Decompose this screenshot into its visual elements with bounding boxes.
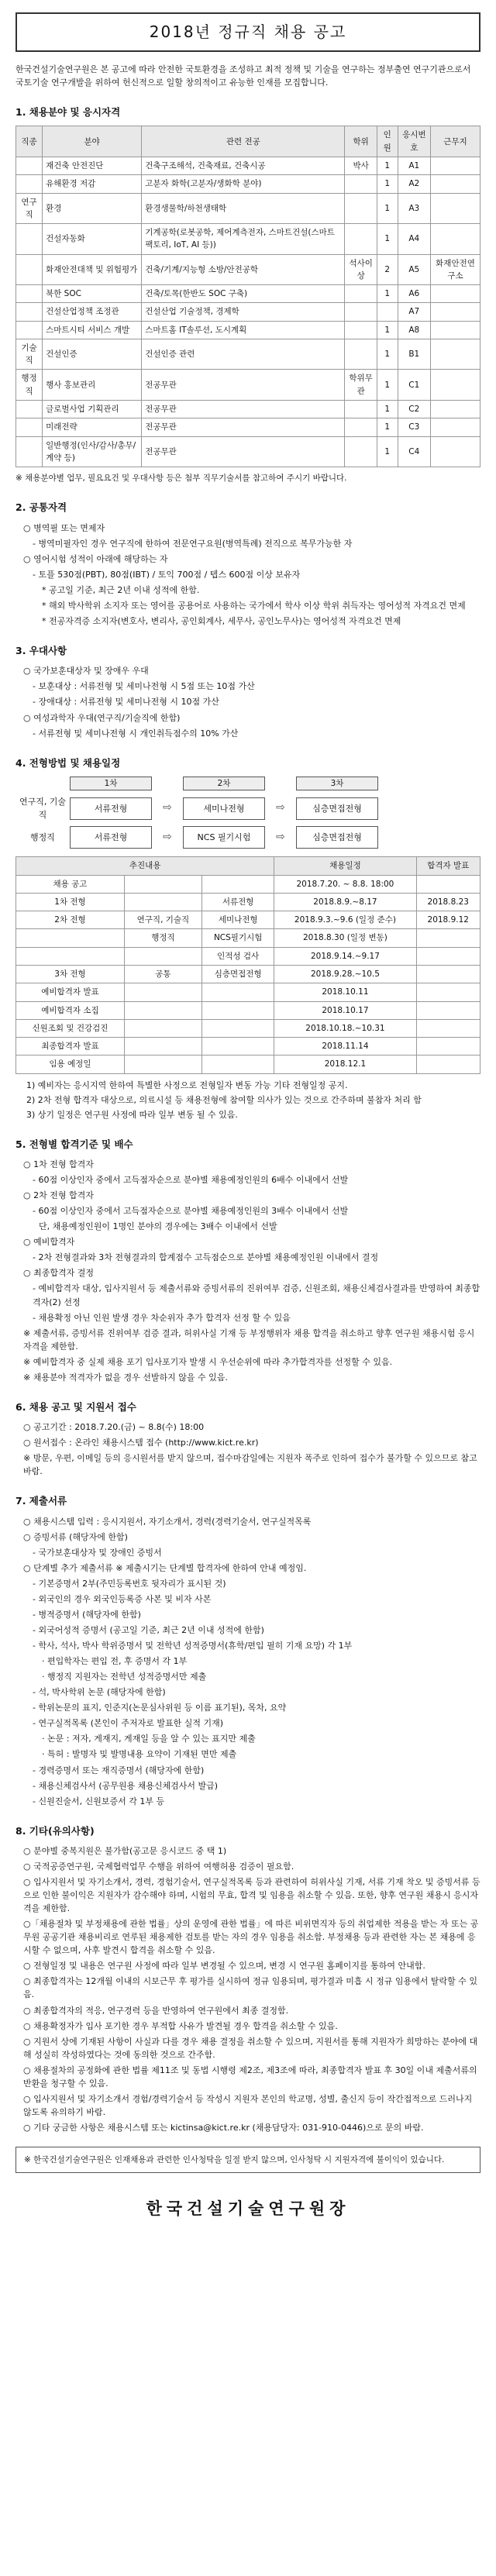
- table-cell-degree: 학위무관: [345, 370, 377, 401]
- list-item: - 경력증명서 또는 재직증명서 (해당자에 한함): [33, 1765, 205, 1775]
- list-item: ○ 전형일정 및 내용은 연구원 사정에 따라 일부 변경될 수 있으며, 변경 시 연구원 홈페이지를 통하여 안내함.: [23, 1961, 425, 1972]
- list-item: ○ 1차 전형 합격자: [23, 1159, 94, 1170]
- table-cell-major: 전공무관: [142, 370, 345, 401]
- table-cell-loc: [431, 339, 480, 370]
- flow-research: [16, 795, 480, 821]
- list-item: ○ 증빙서류 (해당자에 한함): [23, 1531, 128, 1542]
- schedule-row: [16, 947, 480, 965]
- schedule-cell-stage: 임용 예정일: [16, 1056, 125, 1073]
- schedule-cell-date: 2018.10.11: [274, 983, 416, 1001]
- table-cell-type: [16, 303, 43, 321]
- table-cell-major: 건축/기계/지능형 소방/안전공학: [142, 254, 345, 285]
- schedule-cell-result: [416, 1001, 480, 1019]
- list-item: * 해외 박사학위 소지자 또는 영어를 공용어로 사용하는 국가에서 학사 이상 학위 취득자는 영어성적 자격요건 면제: [42, 600, 466, 611]
- schedule-cell-stage: 채용 공고: [16, 875, 125, 893]
- list-item: ○ 최종합격자는 12개월 이내의 시보근무 후 평가를 실시하여 정규 임용되며, 평가결과 미흡 시 정규 임용에서 탈락할 수 있음.: [23, 1976, 477, 2000]
- schedule-cell-sub: [124, 1038, 202, 1056]
- schedule-cell-content: [202, 983, 274, 1001]
- table-cell-count: 1: [377, 175, 398, 193]
- table-cell-code: A4: [398, 224, 431, 255]
- table-cell-count: 1: [377, 285, 398, 303]
- table-cell-major: 전공무관: [142, 400, 345, 418]
- list-item: ○ 최종합격자의 적응, 연구경력 등을 반영하여 연구원에서 최종 결정함.: [23, 2005, 289, 2016]
- list-item: - 60점 이상인자 중에서 고득점자순으로 분야별 채용예정인원의 6배수 이내에서 선발: [33, 1175, 349, 1186]
- schedule-cell-stage: 신원조회 및 건강검진: [16, 1019, 125, 1037]
- list-item: - 보훈대상 : 서류전형 및 세미나전형 시 5점 또는 10점 가산: [33, 681, 255, 692]
- table-cell-code: A3: [398, 193, 431, 224]
- col-type: 직종: [16, 126, 43, 157]
- table-row: [16, 339, 480, 370]
- flow-label: 연구직, 기술직: [19, 797, 67, 821]
- schedule-row: [16, 966, 480, 983]
- table-row: [16, 224, 480, 255]
- col-result: 합격자 발표: [416, 857, 480, 875]
- section-8-heading: 8. 기타(유의사항): [16, 1824, 95, 1837]
- list-item: ○ 예비합격자: [23, 1237, 75, 1248]
- list-item: · 특허 : 발명자 및 발명내용 요약이 기재된 면만 제출: [42, 1749, 237, 1760]
- table-cell-code: A8: [398, 321, 431, 339]
- schedule-cell-date: 2018.12.1: [274, 1056, 416, 1073]
- section-6-heading: 6. 채용 공고 및 지원서 접수: [16, 1400, 136, 1413]
- table-row: [16, 436, 480, 467]
- table-cell-code: B1: [398, 339, 431, 370]
- list-item: ○ 국적공증연구원, 국제협력업무 수행을 위하여 여행허용 검증이 필요함.: [23, 1861, 294, 1872]
- table-cell-major: 건설산업 기술정책, 경제학: [142, 303, 345, 321]
- list-item: - 예비합격자 대상, 입사지원서 등 제출서류와 증빙서류의 진위여부 검증, 신원조회, 채용신체검사결과를 반영하여 최종합격자(2) 선정: [33, 1283, 480, 1307]
- list-item: ○ 분야별 중복지원은 불가함(공고문 응시코드 중 택 1): [23, 1846, 227, 1857]
- table-cell-count: 1: [377, 339, 398, 370]
- table-cell-field: 행사 홍보관리: [43, 370, 142, 401]
- schedule-cell-content: 세미나전형: [202, 911, 274, 929]
- schedule-cell-stage: 예비합격자 발표: [16, 983, 125, 1001]
- schedule-cell-sub: [124, 947, 202, 965]
- schedule-row: [16, 929, 480, 947]
- stage-2: 2차: [183, 777, 265, 790]
- list-item: 단, 채용예정인원이 1명인 분야의 경우에는 3배수 이내에서 선발: [39, 1221, 277, 1232]
- schedule-cell-stage: 3차 전형: [16, 966, 125, 983]
- list-item: - 병적증명서 (해당자에 한함): [33, 1610, 141, 1620]
- schedule-cell-result: 2018.9.12: [416, 911, 480, 929]
- schedule-cell-date: 2018.9.28.~10.5: [274, 966, 416, 983]
- schedule-row: [16, 893, 480, 911]
- list-item: ○ 공고기간 : 2018.7.20.(금) ~ 8.8(수) 18:00: [23, 1422, 205, 1433]
- list-item: - 채용확정 아닌 인원 발생 경우 차순위자 추가 합격자 선정 할 수 있음: [33, 1312, 291, 1323]
- col-content: 추진내용: [16, 857, 274, 875]
- section-5-list: [16, 1158, 480, 1384]
- schedule-cell-sub: [124, 893, 202, 911]
- table-cell-count: 1: [377, 370, 398, 401]
- list-item: ○ 입사지원서 및 자기소개서 경험/경력기술서 등 작성시 지원자 본인의 학교명, 성별, 출신지 등이 작간접적으로 드러나지 않도록 유의하기 바람.: [23, 2093, 473, 2117]
- signature: 한국건설기술연구원장: [146, 2199, 350, 2219]
- section-8-list: [16, 1844, 480, 2134]
- list-item: ○ 채용절차의 공정화에 관한 법률 제11조 및 동법 시행령 제2조, 제3조에 따라, 최종합격자 발표 후 30일 이내 제출서류의 반환을 청구할 수 있음.: [23, 2065, 477, 2089]
- section-1-note: ※ 채용분야별 업무, 필요요건 및 우대사항 등은 첨부 직무기술서를 참고하여 주시기 바랍니다.: [16, 474, 347, 484]
- table-cell-degree: [345, 285, 377, 303]
- schedule-cell-content: 심층면접전형: [202, 966, 274, 983]
- schedule-cell-date: 2018.11.14: [274, 1038, 416, 1056]
- schedule-cell-content: [202, 1056, 274, 1073]
- list-item: - 60점 이상인자 중에서 고득점자순으로 분야별 채용예정인원의 3배수 이내에서 선발: [33, 1206, 349, 1217]
- schedule-row: [16, 1038, 480, 1056]
- schedule-cell-sub: 공통: [124, 966, 202, 983]
- table-cell-count: [377, 303, 398, 321]
- col-degree: 학위: [345, 126, 377, 157]
- table-cell-code: C2: [398, 400, 431, 418]
- section-7-heading: 7. 제출서류: [16, 1495, 67, 1507]
- flow-admin: [16, 826, 480, 849]
- list-item: 1) 예비자는 응시지역 한하여 특별한 사정으로 전형일자 변동 가능 기타 전형일정 공지.: [26, 1080, 348, 1090]
- schedule-cell-date: 2018.10.17: [274, 1001, 416, 1019]
- table-cell-major: 전공무관: [142, 418, 345, 436]
- list-item: ○「채용절차 및 부정채용에 관한 법률」상의 운영에 관한 법률」에 따른 비위면직자 등의 취업제한 적용을 받는 자 또는 공무원 공공기관 채용비리로 연루된 채용제한 검토를 받는 자의 경우 임용을 취소함. 부정채용 등과 관련한 자는 본 채용에 응시할 수 없으며, 사후 발견시 합격을 취소할 수 있음.: [23, 1919, 479, 1956]
- table-cell-type: [16, 157, 43, 175]
- section-6-list: [16, 1421, 480, 1478]
- flow-label: 행정직: [30, 832, 55, 843]
- section-3-list: [16, 664, 480, 739]
- schedule-cell-result: [416, 1019, 480, 1037]
- arrow-right-icon: ⇨: [163, 801, 172, 814]
- flow-step: 심층면접전형: [296, 826, 378, 849]
- table-cell-major: 전공무관: [142, 436, 345, 467]
- table-row: [16, 193, 480, 224]
- table-cell-major: 스마트홈 IT솔루션, 도시계획: [142, 321, 345, 339]
- table-cell-major: 건설인증 관련: [142, 339, 345, 370]
- schedule-cell-content: [202, 1001, 274, 1019]
- table-cell-loc: [431, 436, 480, 467]
- field-table-header: [16, 126, 480, 157]
- table-cell-count: 2: [377, 254, 398, 285]
- table-cell-loc: [431, 224, 480, 255]
- table-cell-type: 연구직: [16, 193, 43, 224]
- table-cell-type: [16, 418, 43, 436]
- schedule-row: [16, 1001, 480, 1019]
- table-cell-major: 건축구조해석, 건축재료, 건축시공: [142, 157, 345, 175]
- table-row: [16, 400, 480, 418]
- schedule-row: [16, 1019, 480, 1037]
- list-item: · 편입학자는 편입 전, 후 증명서 각 1부: [42, 1656, 188, 1667]
- table-cell-loc: [431, 370, 480, 401]
- table-cell-major: 기계공학(로봇공학, 제어계측전자, 스마트건설(스마트팩토리, IoT, AI 등)): [142, 224, 345, 255]
- table-cell-code: A1: [398, 157, 431, 175]
- list-item: · 행정직 지원자는 전학년 성적증명서만 제출: [42, 1672, 207, 1682]
- table-cell-code: C4: [398, 436, 431, 467]
- flow-step: 서류전형: [70, 826, 152, 849]
- flow-step: 세미나전형: [183, 797, 265, 820]
- table-cell-field: 건설자동화: [43, 224, 142, 255]
- schedule-cell-result: [416, 929, 480, 947]
- table-cell-field: 일반행정(인사/감사/총무/계약 등): [43, 436, 142, 467]
- col-field: 분야: [43, 126, 142, 157]
- schedule-row: [16, 911, 480, 929]
- list-item: ※ 방문, 우편, 이메일 등의 응시원서를 받지 않으며, 접수마감일에는 지원자 폭주로 인하여 접수가 불가할 수 있으므로 참고 바람.: [23, 1453, 477, 1477]
- col-code: 응시번호: [398, 126, 431, 157]
- list-item: 3) 상기 일정은 연구원 사정에 따라 일부 변동 될 수 있음.: [26, 1109, 238, 1120]
- table-cell-degree: [345, 418, 377, 436]
- table-cell-type: [16, 285, 43, 303]
- schedule-cell-result: [416, 983, 480, 1001]
- schedule-cell-sub: [124, 1056, 202, 1073]
- table-cell-count: 1: [377, 157, 398, 175]
- table-cell-type: 기술직: [16, 339, 43, 370]
- table-cell-field: 건설산업정책 조정관: [43, 303, 142, 321]
- schedule-cell-stage: [16, 929, 125, 947]
- stage-1: 1차: [70, 777, 152, 790]
- table-cell-field: 글로벌사업 기획관리: [43, 400, 142, 418]
- table-cell-type: [16, 175, 43, 193]
- schedule-cell-content: NCS필기시험: [202, 929, 274, 947]
- schedule-cell-result: [416, 1056, 480, 1073]
- table-cell-field: 유해환경 저감: [43, 175, 142, 193]
- schedule-cell-date: 2018.9.3.~9.6 (일정 준수): [274, 911, 416, 929]
- section-5-heading: 5. 전형별 합격기준 및 배수: [16, 1138, 133, 1150]
- table-cell-type: [16, 254, 43, 285]
- list-item: - 외국인의 경우 외국인등록증 사본 및 비자 사본: [33, 1593, 212, 1604]
- list-item: ○ 채용시스템 입력 : 응시지원서, 자기소개서, 경력(경력기술서, 연구실적목록: [23, 1516, 312, 1527]
- intro-text: 한국건설기술연구원은 본 공고에 따라 안전한 국토환경을 조성하고 최적 정책 및 기술을 연구하는 정부출연 연구기관으로서 국토기술 연구개발을 위하여 헌신적으로 일할 창의적이고 유능한 인재를 모집합니다.: [16, 64, 471, 88]
- table-cell-loc: [431, 193, 480, 224]
- section-3-heading: 3. 우대사항: [16, 645, 67, 657]
- schedule-row: [16, 1056, 480, 1073]
- list-item: ○ 병역필 또는 면제자: [23, 522, 105, 533]
- schedule-cell-result: [416, 875, 480, 893]
- table-cell-loc: [431, 418, 480, 436]
- list-item: - 서류전형 및 세미나전형 시 개인취득점수의 10% 가산: [33, 728, 239, 739]
- col-date: 채용일정: [274, 857, 416, 875]
- table-cell-loc: [431, 175, 480, 193]
- table-cell-code: C1: [398, 370, 431, 401]
- table-cell-major: 환경생물학/하천생태학: [142, 193, 345, 224]
- schedule-cell-sub: [124, 983, 202, 1001]
- page: [16, 0, 480, 2253]
- table-cell-field: 재건축 안전진단: [43, 157, 142, 175]
- table-cell-loc: [431, 321, 480, 339]
- schedule-cell-stage: 2차 전형: [16, 911, 125, 929]
- schedule-cell-date: 2018.10.18.~10.31: [274, 1019, 416, 1037]
- section-1-heading: 1. 채용분야 및 응시자격: [16, 106, 121, 119]
- schedule-cell-content: [202, 1019, 274, 1037]
- list-item: ○ 원서접수 : 온라인 채용시스템 접수 (http://www.kict.re.kr): [23, 1438, 259, 1448]
- schedule-cell-date: 2018.8.9.~8.17: [274, 893, 416, 911]
- schedule-cell-content: [202, 875, 274, 893]
- table-cell-type: [16, 436, 43, 467]
- list-item: · 논문 : 저자, 게재지, 게재일 등을 알 수 있는 표지만 제출: [42, 1734, 256, 1744]
- table-row: [16, 157, 480, 175]
- page-title: 2018년 정규직 채용 공고: [16, 12, 480, 52]
- schedule-notes: [16, 1079, 480, 1121]
- schedule-cell-sub: [124, 875, 202, 893]
- table-cell-type: [16, 224, 43, 255]
- schedule-cell-result: [416, 947, 480, 965]
- list-item: - 국가보훈대상자 및 장애인 증빙서: [33, 1547, 162, 1558]
- schedule-cell-result: [416, 1038, 480, 1056]
- table-cell-type: [16, 321, 43, 339]
- schedule-cell-date: 2018.8.30 (일정 변동): [274, 929, 416, 947]
- table-cell-field: 북한 SOC: [43, 285, 142, 303]
- footer-note: ※ 한국건설기술연구원은 인재채용과 관련한 인사청탁을 일절 받지 않으며, 인사청탁 시 지원자격에 불이익이 있습니다.: [16, 2147, 480, 2173]
- list-item: ※ 제출서류, 증빙서류 진위여부 검증 결과, 허위사실 기재 등 부정행위자 채용 합격을 취소하고 향후 연구원 채용시험 응시자격을 제한함.: [23, 1328, 475, 1352]
- table-cell-loc: 화재안전연구소: [431, 254, 480, 285]
- list-item: ○ 기타 궁금한 사항은 채용시스템 또는 kictinsa@kict.re.kr (채용담당자: 031-910-0446)으로 문의 바람.: [23, 2122, 424, 2133]
- schedule-header: [16, 857, 480, 875]
- schedule-cell-content: 인적성 검사: [202, 947, 274, 965]
- list-item: - 병역미필자인 경우 연구직에 한하여 전문연구요원(병역특례) 전직으로 복무가능한 자: [33, 538, 353, 549]
- list-item: ○ 최종합격자 결정: [23, 1268, 94, 1279]
- schedule-cell-sub: 행정직: [124, 929, 202, 947]
- list-item: - 토플 530점(PBT), 80점(IBT) / 토익 700점 / 텝스 600점 이상 보유자: [33, 569, 301, 580]
- list-item: - 석, 박사학위 논문 (해당자에 한함): [33, 1687, 166, 1698]
- table-row: [16, 285, 480, 303]
- list-item: ○ 2차 전형 합격자: [23, 1190, 94, 1201]
- schedule-row: [16, 983, 480, 1001]
- col-count: 인원: [377, 126, 398, 157]
- schedule-cell-stage: 1차 전형: [16, 893, 125, 911]
- section-7-list: [16, 1515, 480, 1808]
- list-item: - 연구실적목록 (본인이 주저자로 발표한 실적 기재): [33, 1718, 224, 1729]
- list-item: - 2차 전형결과와 3차 전형결과의 합계점수 고득점순으로 분야별 채용예정인원 이내에서 결정: [33, 1252, 379, 1263]
- section-2-list: [16, 522, 480, 628]
- schedule-cell-date: 2018.9.14.~9.17: [274, 947, 416, 965]
- list-item: * 공고일 기준, 최근 2년 이내 성적에 한함.: [42, 584, 200, 595]
- arrow-right-icon: ⇨: [276, 831, 285, 844]
- table-row: [16, 254, 480, 285]
- table-cell-degree: [345, 339, 377, 370]
- list-item: ○ 지원서 상에 기재된 사항이 사실과 다를 경우 채용 결정을 취소할 수 있으며, 지원서를 통해 지원자가 희망하는 분야에 대해 성실히 작성하였다는 것에 동의한 것으로 간주함.: [23, 2036, 478, 2060]
- stage-3: 3차: [296, 777, 378, 790]
- schedule-cell-date: 2018.7.20. ~ 8.8. 18:00: [274, 875, 416, 893]
- table-cell-field: 화재안전대책 및 위험평가: [43, 254, 142, 285]
- table-cell-count: 1: [377, 321, 398, 339]
- table-cell-count: 1: [377, 193, 398, 224]
- schedule-cell-stage: [16, 947, 125, 965]
- list-item: ○ 영어시험 성적이 아래에 해당하는 자: [23, 553, 168, 564]
- table-row: [16, 321, 480, 339]
- list-item: - 신원진술서, 신원보증서 각 1부 등: [33, 1796, 165, 1806]
- table-cell-degree: [345, 193, 377, 224]
- list-item: ※ 채용분야 적격자가 없을 경우 선발하지 않을 수 있음.: [23, 1372, 228, 1383]
- table-cell-code: A7: [398, 303, 431, 321]
- list-item: - 학위논문의 표지, 인준지(논문심사위원 등 이름 표기된), 목차, 요약: [33, 1703, 287, 1713]
- table-cell-code: A5: [398, 254, 431, 285]
- table-cell-loc: [431, 400, 480, 418]
- list-item: 2) 2차 전형 합격자 대상으로, 의료시설 등 채용전형에 참여할 의사가 있는 것으로 간주하며 불참자 처리 함: [26, 1094, 422, 1105]
- schedule-table: [16, 856, 480, 1073]
- table-cell-code: C3: [398, 418, 431, 436]
- table-cell-code: A6: [398, 285, 431, 303]
- table-cell-degree: 박사: [345, 157, 377, 175]
- table-cell-count: 1: [377, 224, 398, 255]
- flow-step: 심층면접전형: [296, 797, 378, 820]
- table-cell-loc: [431, 303, 480, 321]
- table-row: [16, 175, 480, 193]
- table-cell-type: [16, 400, 43, 418]
- list-item: ○ 여성과학자 우대(연구직/기술직에 한함): [23, 712, 181, 723]
- table-cell-code: A2: [398, 175, 431, 193]
- arrow-right-icon: ⇨: [163, 831, 172, 844]
- schedule-cell-result: [416, 966, 480, 983]
- table-cell-type: 행정직: [16, 370, 43, 401]
- table-row: [16, 418, 480, 436]
- field-table: [16, 126, 480, 467]
- section-2-heading: 2. 공통자격: [16, 501, 67, 514]
- schedule-cell-sub: [124, 1019, 202, 1037]
- list-item: ○ 단계별 추가 제출서류 ※ 제출시기는 단계별 합격자에 한하여 안내 예정임.: [23, 1562, 307, 1573]
- table-row: [16, 370, 480, 401]
- table-cell-count: 1: [377, 400, 398, 418]
- schedule-cell-sub: 연구직, 기술직: [124, 911, 202, 929]
- list-item: - 채용신체검사서 (공무원용 채용신체검사서 발급): [33, 1780, 219, 1791]
- schedule-cell-stage: 예비합격자 소집: [16, 1001, 125, 1019]
- table-cell-degree: 석사이상: [345, 254, 377, 285]
- table-cell-degree: [345, 303, 377, 321]
- table-cell-field: 미래전략: [43, 418, 142, 436]
- list-item: * 전공자격증 소지자(변호사, 변리사, 공인회계사, 세무사, 공인노무사)는 영어성적 자격요건 면제: [42, 615, 401, 626]
- schedule-cell-content: 서류전형: [202, 893, 274, 911]
- flow-step: NCS 필기시험: [183, 826, 265, 849]
- table-cell-degree: [345, 400, 377, 418]
- list-item: - 외국어성적 증명서 (공고일 기준, 최근 2년 이내 성적에 한함): [33, 1625, 264, 1636]
- schedule-cell-content: [202, 1038, 274, 1056]
- col-location: 근무지: [431, 126, 480, 157]
- table-cell-degree: [345, 175, 377, 193]
- schedule-cell-stage: 최종합격자 발표: [16, 1038, 125, 1056]
- table-cell-major: 건축/토목(한반도 SOC 구축): [142, 285, 345, 303]
- table-cell-field: 건설인증: [43, 339, 142, 370]
- table-cell-loc: [431, 157, 480, 175]
- list-item: ○ 국가보훈대상자 및 장애우 우대: [23, 666, 149, 677]
- arrow-right-icon: ⇨: [276, 801, 285, 814]
- table-cell-degree: [345, 321, 377, 339]
- stage-header: [70, 777, 480, 790]
- list-item: ○ 입사지원서 및 자기소개서, 경력, 경험기술서, 연구실적목록 등과 관련하여 허위사실 기재, 서류 기재 착오 및 증빙서류 등으로 인한 불이익은 지원자가 감수해야 하며, 시험의 무효, 합격 및 임용을 취소할 수 있음. 또한, 향후 연구원 채용시 응시자격을 제한함.: [23, 1877, 480, 1914]
- schedule-cell-result: 2018.8.23: [416, 893, 480, 911]
- list-item: - 학사, 석사, 박사 학위증명서 및 전학년 성적증명서(휴학/편입 필히 기재 요망) 각 1부: [33, 1641, 353, 1651]
- col-major: 관련 전공: [142, 126, 345, 157]
- table-cell-degree: [345, 436, 377, 467]
- schedule-row: [16, 875, 480, 893]
- table-cell-degree: [345, 224, 377, 255]
- list-item: ○ 채용확정자가 입사 포기한 경우 부적합 사유가 발견될 경우 합격을 취소할 수 있음.: [23, 2020, 338, 2031]
- list-item: ※ 예비합격자 중 실제 채용 포기 입사포기자 발생 시 우선순위에 따라 추가합격자를 선정할 수 있음.: [23, 1356, 393, 1367]
- table-cell-field: 환경: [43, 193, 142, 224]
- section-4-heading: 4. 전형방법 및 채용일정: [16, 756, 121, 769]
- table-cell-field: 스마트시티 서비스 개발: [43, 321, 142, 339]
- table-row: [16, 303, 480, 321]
- flow-step: 서류전형: [70, 797, 152, 820]
- list-item: - 기본증명서 2부(주민등록번호 뒷자리가 표시된 것): [33, 1578, 226, 1589]
- table-cell-loc: [431, 285, 480, 303]
- table-cell-count: 1: [377, 418, 398, 436]
- table-cell-count: 1: [377, 436, 398, 467]
- schedule-cell-sub: [124, 1001, 202, 1019]
- list-item: - 장애대상 : 서류전형 및 세미나전형 시 10점 가산: [33, 697, 219, 708]
- table-cell-major: 고분자 화학(고분자/생화학 분야): [142, 175, 345, 193]
